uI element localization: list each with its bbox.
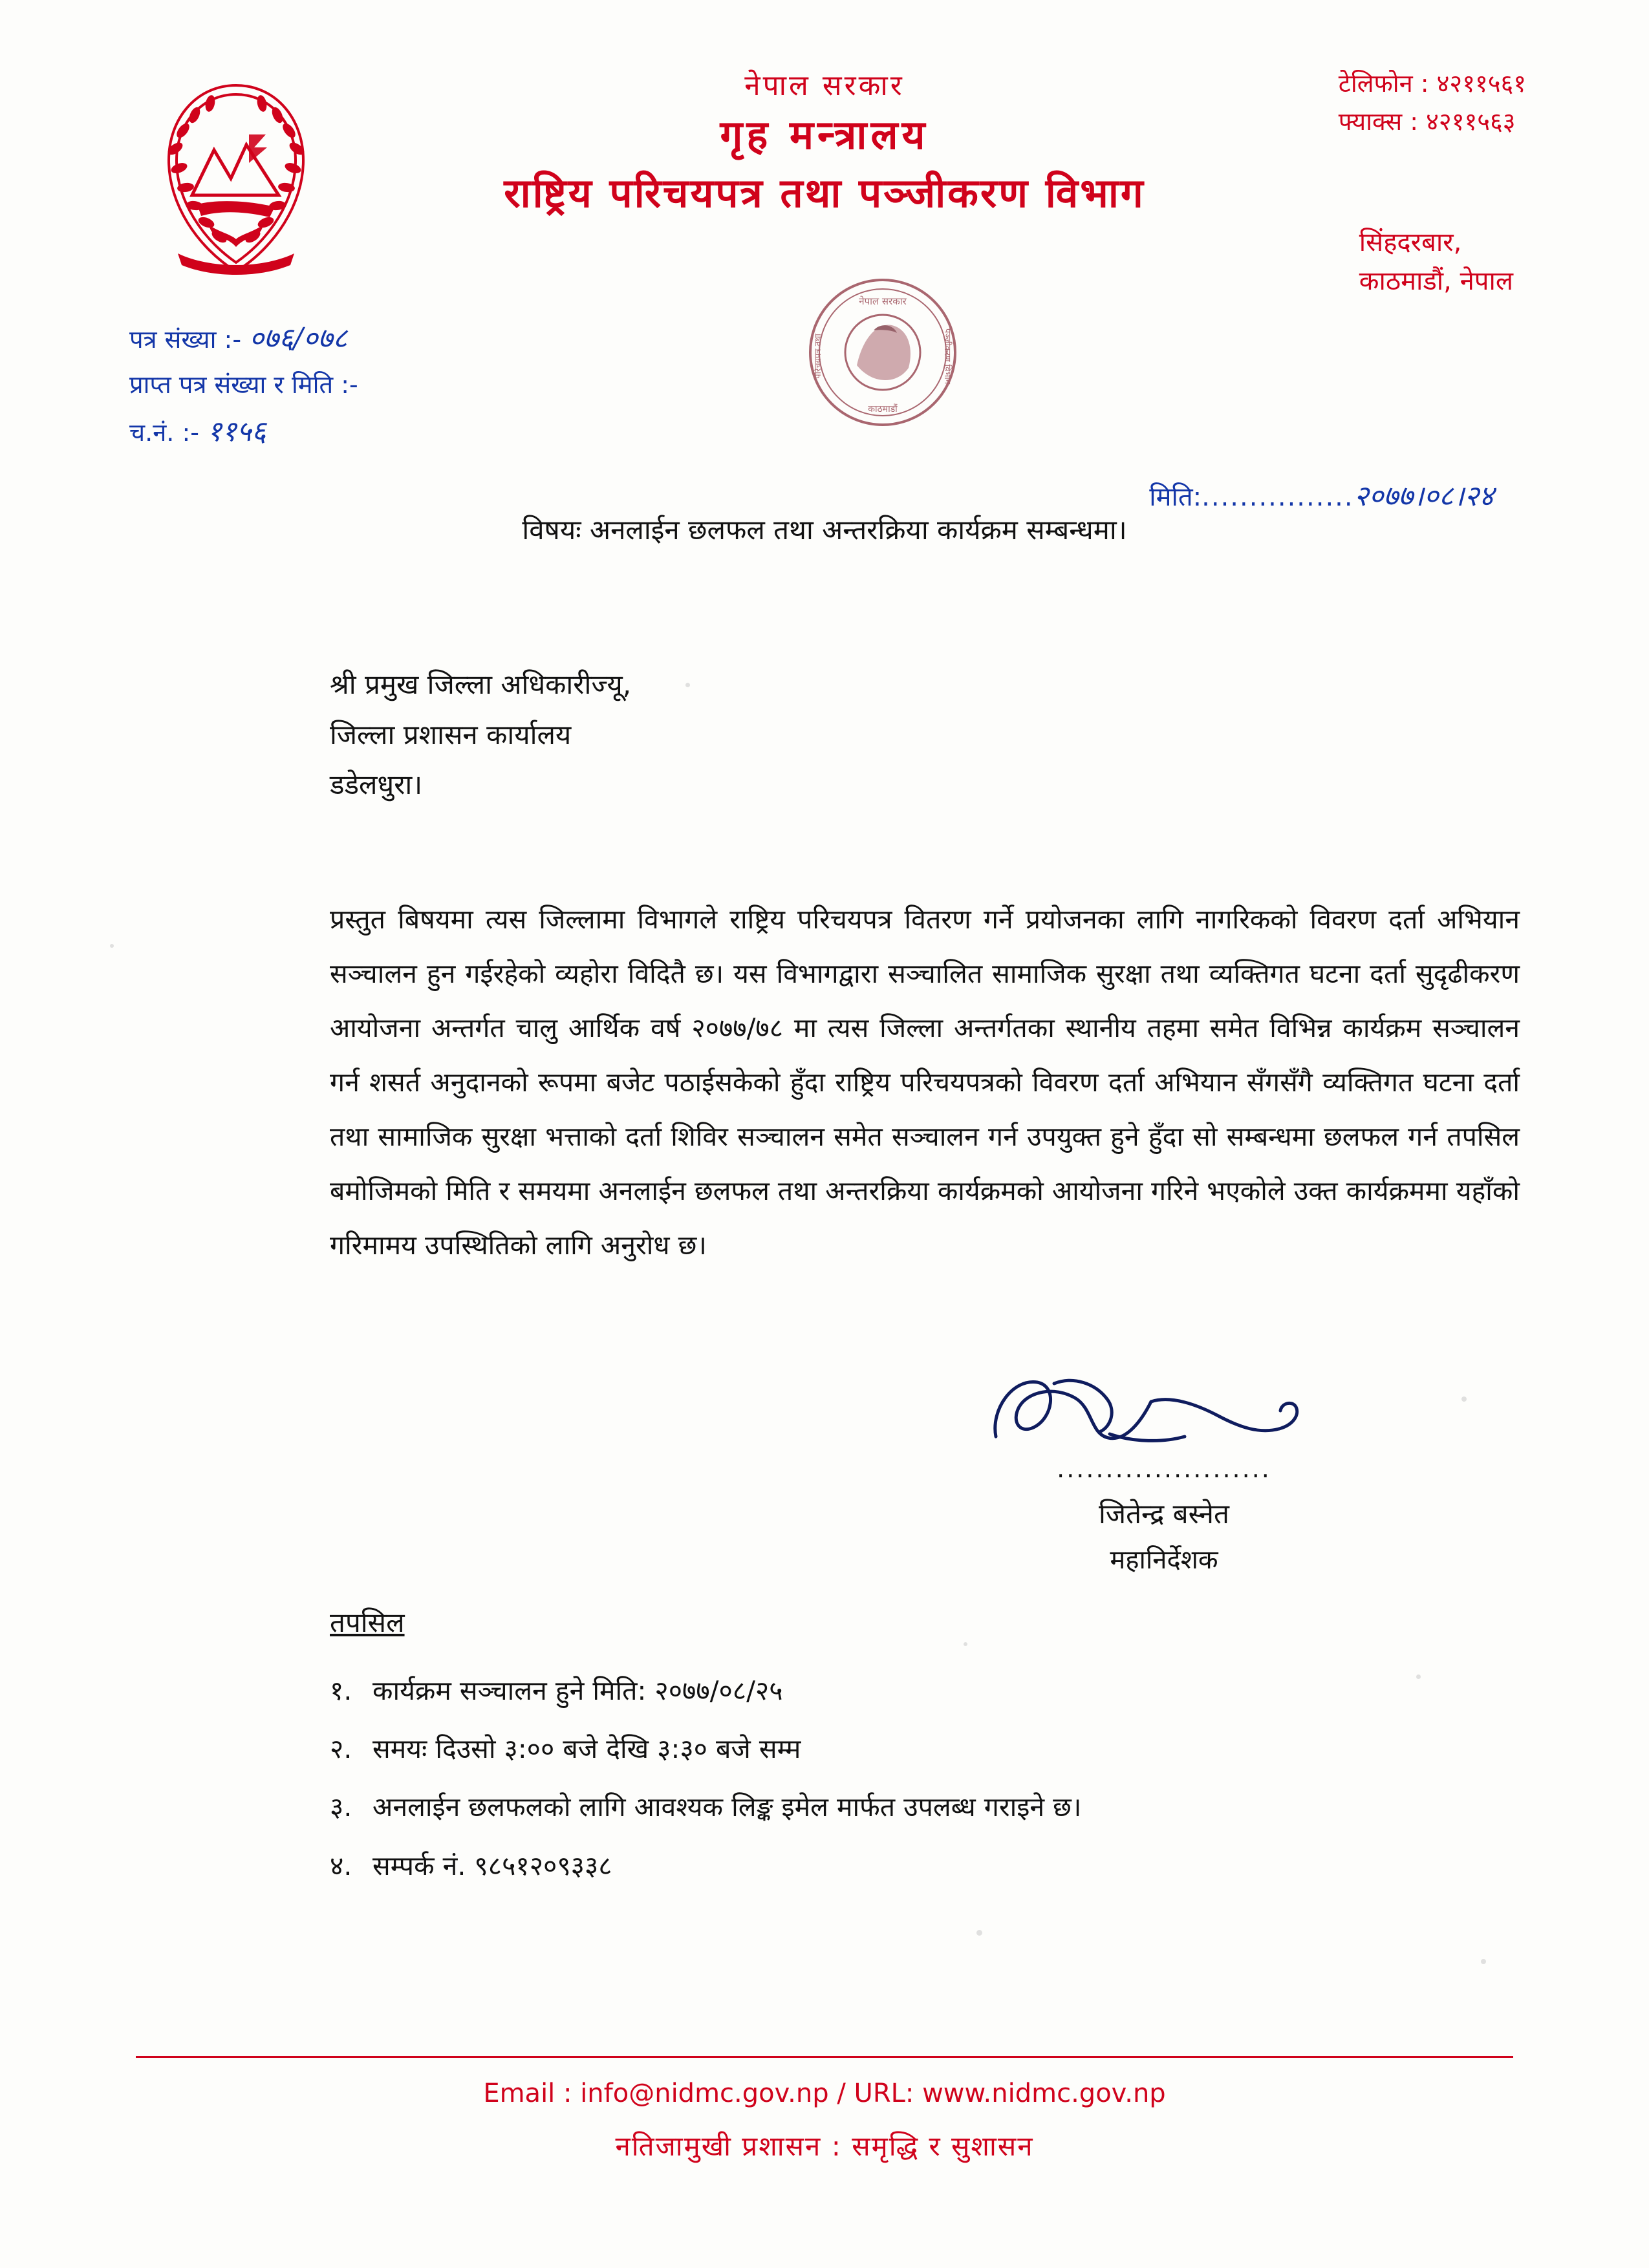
list-item-text: समयः दिउसो ३:०० बजे देखि ३:३० बजे सम्म [372, 1733, 801, 1765]
recipient-line-2: जिल्ला प्रशासन कार्यालय [330, 718, 572, 751]
date-dots: ................ [1202, 482, 1354, 512]
ministry-name: गृह मन्त्रालय [720, 111, 929, 158]
svg-text:नेपाल सरकार: नेपाल सरकार [859, 295, 907, 307]
date-row [1149, 475, 1494, 514]
official-round-stamp-icon [763, 272, 1002, 440]
recipient-block [330, 659, 631, 810]
chalani-number-row [129, 407, 358, 456]
department-name: राष्ट्रिय परिचयपत्र तथा पञ्जीकरण विभाग [504, 169, 1145, 217]
letter-body: प्रस्तुत बिषयमा त्यस जिल्लामा विभागले राष्ट्रिय परिचयपत्र वितरण गर्ने प्रयोजनका लागि नागरिकको विवरण दर्ता अभियान सञ्चालन हुन गईरहेको व्यहोरा विदितै छ। यस विभागद्वारा सञ्चालित सामाजिक सुरक्षा तथा व्यक्तिगत घटना दर्ता सुदृढीकरण आयोजना अन्तर्गत चालु आर्थिक वर्ष २०७७/७८ मा त्यस जिल्ला अन्तर्गतका स्थानीय तहमा समेत विभिन्न कार्यक्रम सञ्चालन गर्न शसर्त अनुदानको रूपमा बजेट पठाईसकेको हुँदा राष्ट्रिय परिचयपत्रको विवरण दर्ता अभियान सँगसँगै व्यक्तिगत घटना दर्ता तथा सामाजिक सुरक्षा भत्ताको दर्ता शिविर सञ्चालन समेत सञ्चालन गर्न उपयुक्त हुने हुँदा सो सम्बन्धमा छलफल गर्न तपसिल बमोजिमको मिति र समयमा अनलाईन छलफल तथा अन्तरक्रिया कार्यक्रमको आयोजना गरिने भएकोले उक्त कार्यक्रममा यहाँको गरिमामय उपस्थितिको लागि अनुरोध छ। [330, 904, 1520, 1261]
footer-divider [136, 2056, 1513, 2058]
chalani-number-value: ११५६ [207, 414, 266, 448]
recipient-line-1: श्री प्रमुख जिल्ला अधिकारीज्यू, [330, 669, 632, 700]
letter-number-row [129, 314, 358, 363]
scan-speck [1461, 1396, 1467, 1402]
footer-slogan: नतिजामुखी प्रशासन : समृद्धि र सुशासन [615, 2130, 1034, 2162]
signature-block [957, 1364, 1371, 1576]
list-item [330, 1720, 1494, 1778]
scan-speck [1416, 1674, 1421, 1679]
list-item-text: सम्पर्क नं. ९८५१२०९३३८ [372, 1850, 612, 1881]
scan-speck [110, 944, 114, 948]
footer-contact: Email : info@nidmc.gov.np / URL: www.nidmc.gov.np [483, 2079, 1166, 2108]
list-item [330, 1778, 1494, 1836]
received-number-label: प्राप्त पत्र संख्या र मिति :- [129, 370, 358, 399]
svg-text:परिचयपत्र तथा: परिचयपत्र तथा [814, 334, 823, 379]
government-name: नेपाल सरकार [744, 69, 905, 102]
office-address [1359, 223, 1513, 301]
letterhead [0, 58, 1649, 513]
list-item-text: अनलाईन छलफलको लागि आवश्यक लिङ्क इमेल मार्फत उपलब्ध गराइने छ। [372, 1792, 1082, 1823]
recipient-line-3: डडेलधुरा। [330, 769, 423, 801]
letter-number-label: पत्र संख्या :- [129, 325, 242, 354]
date-value: २०७७।०८।२४ [1353, 480, 1494, 513]
signatory-title: महानिर्देशक [1110, 1545, 1218, 1575]
svg-text:काठमाडौं: काठमाडौं [868, 404, 898, 414]
chalani-number-label: च.नं. :- [129, 418, 199, 447]
subject-line: विषयः अनलाईन छलफल तथा अन्तरक्रिया कार्यक्रम सम्बन्धमा। [522, 514, 1127, 546]
scan-speck [976, 1930, 982, 1936]
tapasil-heading: तपसिल [330, 1607, 405, 1638]
received-number-row [129, 363, 358, 407]
list-item-text: कार्यक्रम सञ्चालन हुने मिति: २०७७/०८/२५ [372, 1675, 783, 1706]
list-item [330, 1662, 1494, 1720]
telephone-line: टेलिफोन : ४२११५६१ [1338, 69, 1526, 98]
letter-number-value: ०७६/०७८ [249, 322, 348, 355]
tapasil-list [330, 1662, 1494, 1895]
reference-block [129, 314, 358, 456]
list-item-number: ३. [330, 1792, 352, 1823]
date-label: मिति: [1149, 482, 1202, 512]
handwritten-signature-icon [957, 1364, 1371, 1464]
address-line-1: सिंहदरबार, [1359, 228, 1462, 257]
scan-speck [1481, 1959, 1486, 1964]
address-line-2: काठमाडौं, नेपाल [1359, 266, 1513, 296]
signature-dotted-line: ...................... [1057, 1455, 1271, 1483]
fax-line: फ्याक्स : ४२११५६३ [1338, 107, 1516, 136]
contact-info [1339, 65, 1526, 141]
list-item-number: १. [330, 1675, 352, 1706]
scan-speck [964, 1642, 967, 1646]
signatory-name: जितेन्द्र बस्नेत [1099, 1498, 1229, 1530]
svg-text:पञ्जीकरण विभाग: पञ्जीकरण विभाग [942, 328, 952, 385]
scan-speck [685, 683, 690, 687]
list-item [330, 1837, 1494, 1895]
list-item-number: ४. [330, 1850, 352, 1881]
list-item-number: २. [330, 1733, 352, 1765]
